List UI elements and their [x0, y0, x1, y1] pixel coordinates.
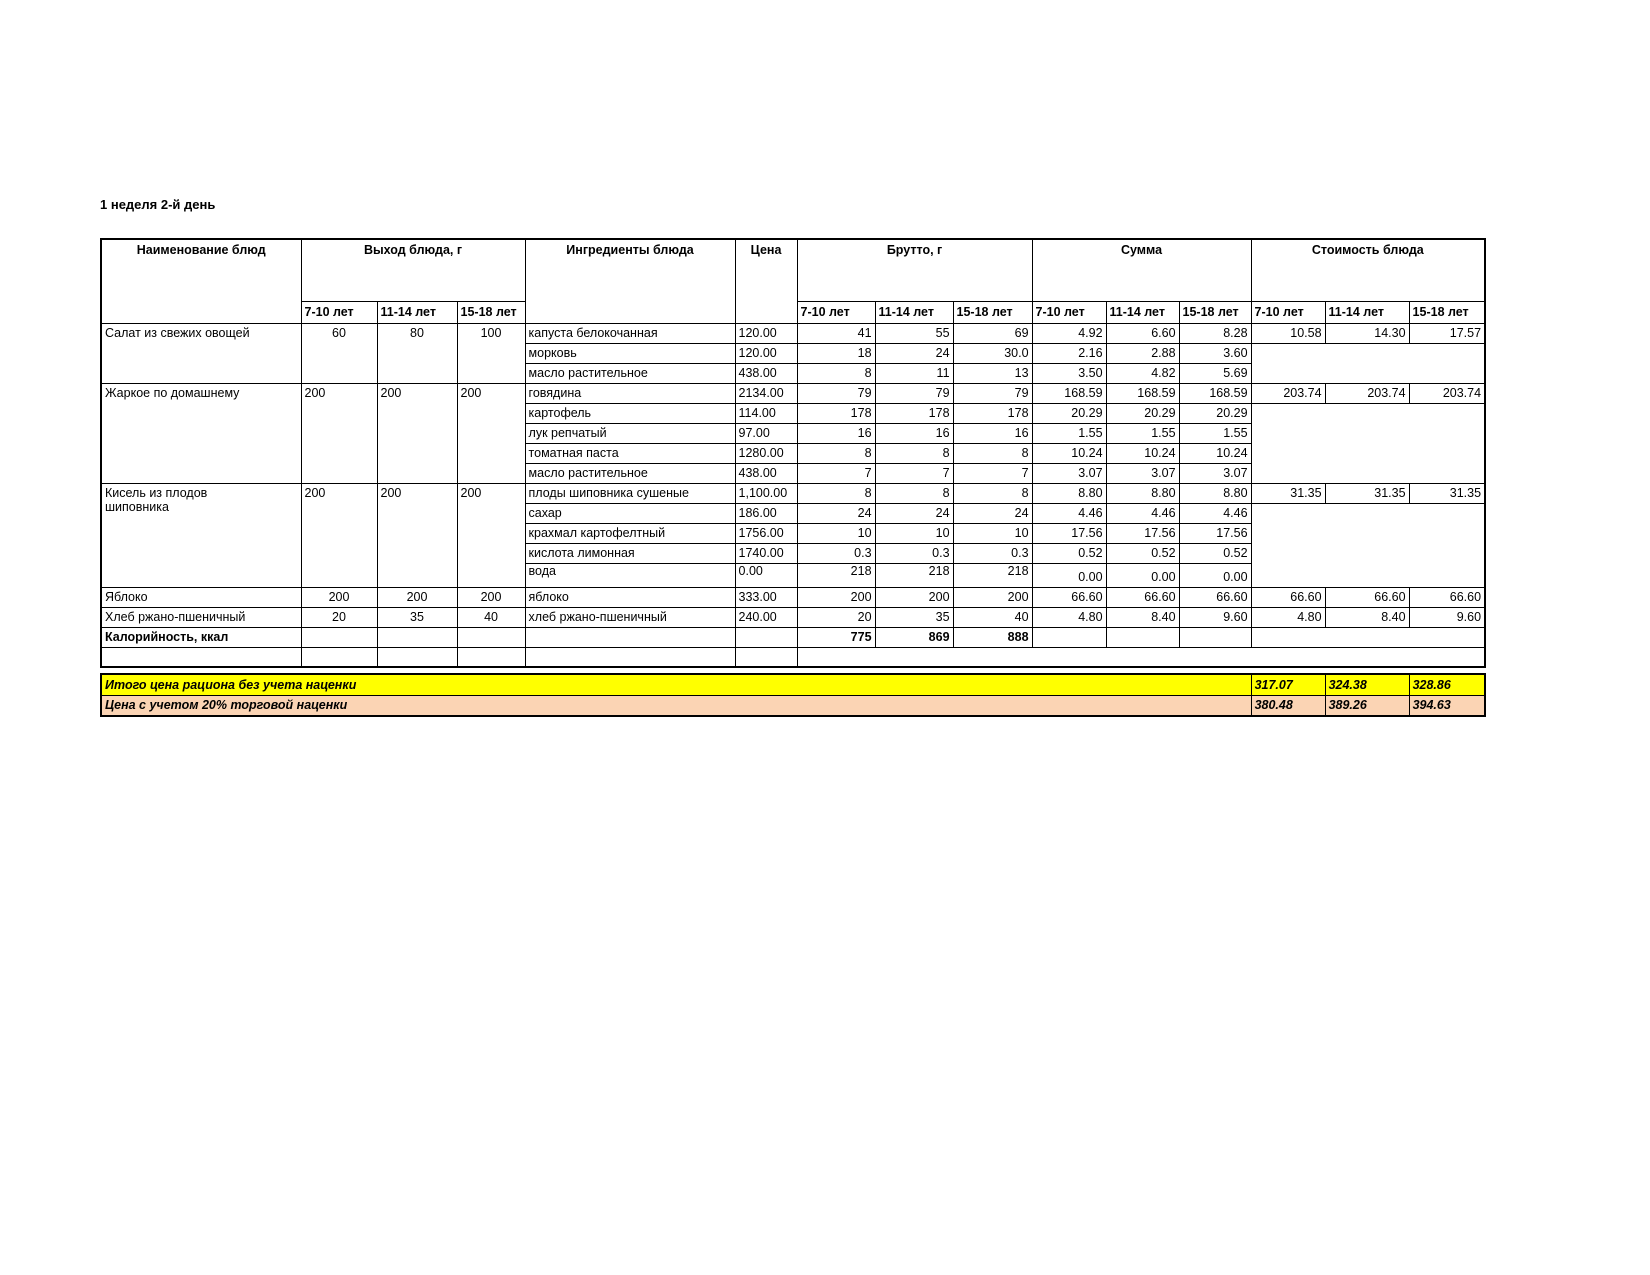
sum-cell: 17.56 [1106, 523, 1179, 543]
gross-cell: 8 [797, 483, 875, 503]
col-header-dish-name: Наименование блюд [101, 239, 301, 323]
ingredient-cell: хлеб ржано-пшеничный [525, 607, 735, 627]
age-header: 15-18 лет [1179, 301, 1251, 323]
totals-value: 328.86 [1409, 674, 1485, 695]
ingredient-cell: сахар [525, 503, 735, 523]
empty-cell [101, 647, 301, 667]
output-cell: 60 [301, 323, 377, 383]
output-cell: 20 [301, 607, 377, 627]
output-cell: 200 [457, 587, 525, 607]
sum-cell: 3.07 [1032, 463, 1106, 483]
dish-name-cell: Кисель из плодов шиповника [101, 483, 301, 587]
gross-cell: 178 [953, 403, 1032, 423]
ingredient-cell: плоды шиповника сушеные [525, 483, 735, 503]
sum-cell: 6.60 [1106, 323, 1179, 343]
gross-cell: 7 [797, 463, 875, 483]
sum-cell: 1.55 [1032, 423, 1106, 443]
dish-name-cell: Жаркое по домашнему [101, 383, 301, 483]
output-cell: 200 [301, 483, 377, 587]
age-header: 11-14 лет [875, 301, 953, 323]
sum-cell: 66.60 [1106, 587, 1179, 607]
gross-cell: 8 [875, 483, 953, 503]
col-header-sum: Сумма [1032, 239, 1251, 301]
output-cell: 40 [457, 607, 525, 627]
empty-cell [1179, 627, 1251, 647]
sum-cell: 3.60 [1179, 343, 1251, 363]
sum-cell: 2.16 [1032, 343, 1106, 363]
sum-cell: 0.00 [1106, 563, 1179, 587]
empty-cell [735, 647, 797, 667]
sum-cell: 168.59 [1032, 383, 1106, 403]
gross-cell: 200 [875, 587, 953, 607]
sum-cell: 8.80 [1032, 483, 1106, 503]
age-header: 15-18 лет [457, 301, 525, 323]
empty-cell [377, 647, 457, 667]
gross-cell: 8 [953, 443, 1032, 463]
gross-cell: 79 [797, 383, 875, 403]
gross-cell: 8 [875, 443, 953, 463]
cost-area [1251, 503, 1485, 587]
sum-cell: 0.52 [1179, 543, 1251, 563]
sum-cell: 5.69 [1179, 363, 1251, 383]
dish-name-cell: Салат из свежих овощей [101, 323, 301, 383]
sum-cell: 4.80 [1032, 607, 1106, 627]
gross-cell: 18 [797, 343, 875, 363]
totals-value: 394.63 [1409, 695, 1485, 716]
output-cell: 200 [457, 383, 525, 483]
gross-cell: 7 [875, 463, 953, 483]
sum-cell: 2.88 [1106, 343, 1179, 363]
sum-cell: 20.29 [1032, 403, 1106, 423]
output-cell: 200 [377, 383, 457, 483]
gross-cell: 69 [953, 323, 1032, 343]
age-header: 7-10 лет [797, 301, 875, 323]
ingredient-cell: вода [525, 563, 735, 587]
ingredient-cell: картофель [525, 403, 735, 423]
empty-cell [797, 647, 1485, 667]
gross-cell: 10 [875, 523, 953, 543]
sum-cell: 17.56 [1032, 523, 1106, 543]
table-row [101, 323, 1485, 343]
empty-cell [1032, 627, 1106, 647]
age-header: 7-10 лет [1251, 301, 1325, 323]
sum-cell: 0.52 [1032, 543, 1106, 563]
output-cell: 200 [301, 383, 377, 483]
col-header-gross: Брутто, г [797, 239, 1032, 301]
price-cell: 186.00 [735, 503, 797, 523]
table-row [101, 383, 1485, 403]
gross-cell: 8 [797, 363, 875, 383]
gross-cell: 16 [797, 423, 875, 443]
output-cell: 100 [457, 323, 525, 383]
calories-value: 888 [953, 627, 1032, 647]
price-cell: 438.00 [735, 363, 797, 383]
price-cell: 1740.00 [735, 543, 797, 563]
sum-cell: 0.00 [1032, 563, 1106, 587]
totals-row-without-markup [101, 674, 1485, 695]
empty-row [101, 647, 1485, 667]
calories-label: Калорийность, ккал [101, 627, 301, 647]
sum-cell: 17.56 [1179, 523, 1251, 543]
cost-area [1251, 343, 1485, 383]
age-header: 11-14 лет [377, 301, 457, 323]
gross-cell: 218 [875, 563, 953, 587]
output-cell: 80 [377, 323, 457, 383]
ingredient-cell: лук репчатый [525, 423, 735, 443]
gross-cell: 218 [797, 563, 875, 587]
totals-value: 324.38 [1325, 674, 1409, 695]
ingredient-cell: крахмал картофелтный [525, 523, 735, 543]
sum-cell: 0.52 [1106, 543, 1179, 563]
gross-cell: 8 [953, 483, 1032, 503]
totals-value: 380.48 [1251, 695, 1325, 716]
gross-cell: 13 [953, 363, 1032, 383]
output-cell: 200 [301, 587, 377, 607]
empty-cell [735, 627, 797, 647]
ingredient-cell: масло растительное [525, 463, 735, 483]
gross-cell: 24 [875, 343, 953, 363]
empty-cell [377, 627, 457, 647]
gross-cell: 35 [875, 607, 953, 627]
price-cell: 120.00 [735, 323, 797, 343]
sum-cell: 4.46 [1179, 503, 1251, 523]
price-cell: 120.00 [735, 343, 797, 363]
cost-cell: 203.74 [1409, 383, 1485, 403]
ingredient-cell: кислота лимонная [525, 543, 735, 563]
ingredient-cell: говядина [525, 383, 735, 403]
price-cell: 240.00 [735, 607, 797, 627]
header-row-groups [101, 239, 1485, 301]
gross-cell: 7 [953, 463, 1032, 483]
price-cell: 438.00 [735, 463, 797, 483]
sum-cell: 4.46 [1032, 503, 1106, 523]
calories-value: 775 [797, 627, 875, 647]
cost-cell: 66.60 [1409, 587, 1485, 607]
price-cell: 1280.00 [735, 443, 797, 463]
age-header: 11-14 лет [1106, 301, 1179, 323]
age-header: 7-10 лет [301, 301, 377, 323]
empty-cell [525, 627, 735, 647]
gross-cell: 200 [953, 587, 1032, 607]
sum-cell: 1.55 [1106, 423, 1179, 443]
calories-value: 869 [875, 627, 953, 647]
sum-cell: 4.92 [1032, 323, 1106, 343]
gross-cell: 0.3 [797, 543, 875, 563]
gross-cell: 16 [953, 423, 1032, 443]
gross-cell: 20 [797, 607, 875, 627]
sum-cell: 3.07 [1179, 463, 1251, 483]
gross-cell: 218 [953, 563, 1032, 587]
empty-cell [1106, 627, 1179, 647]
empty-cell [457, 627, 525, 647]
gross-cell: 8 [797, 443, 875, 463]
gross-cell: 200 [797, 587, 875, 607]
sum-cell: 0.00 [1179, 563, 1251, 587]
output-cell: 200 [377, 587, 457, 607]
price-cell: 1,100.00 [735, 483, 797, 503]
empty-cell [301, 647, 377, 667]
page-title: 1 неделя 2-й день [100, 197, 216, 212]
menu-table [100, 238, 1486, 668]
output-cell: 200 [377, 483, 457, 587]
dish-name-cell: Яблоко [101, 587, 301, 607]
gross-cell: 24 [797, 503, 875, 523]
cost-cell: 31.35 [1325, 483, 1409, 503]
totals-value: 317.07 [1251, 674, 1325, 695]
sum-cell: 8.40 [1106, 607, 1179, 627]
calories-row [101, 627, 1485, 647]
price-cell: 0.00 [735, 563, 797, 587]
gross-cell: 41 [797, 323, 875, 343]
sum-cell: 168.59 [1179, 383, 1251, 403]
ingredient-cell: яблоко [525, 587, 735, 607]
cost-cell: 4.80 [1251, 607, 1325, 627]
price-cell: 333.00 [735, 587, 797, 607]
gross-cell: 79 [875, 383, 953, 403]
price-cell: 1756.00 [735, 523, 797, 543]
ingredient-cell: томатная паста [525, 443, 735, 463]
sum-cell: 8.28 [1179, 323, 1251, 343]
ingredient-cell: масло растительное [525, 363, 735, 383]
cost-cell: 10.58 [1251, 323, 1325, 343]
age-header: 7-10 лет [1032, 301, 1106, 323]
gross-cell: 11 [875, 363, 953, 383]
gross-cell: 30.0 [953, 343, 1032, 363]
sum-cell: 3.07 [1106, 463, 1179, 483]
empty-cell [301, 627, 377, 647]
table-row [101, 607, 1485, 627]
cost-cell: 14.30 [1325, 323, 1409, 343]
sum-cell: 10.24 [1179, 443, 1251, 463]
gross-cell: 40 [953, 607, 1032, 627]
age-header: 11-14 лет [1325, 301, 1409, 323]
totals-label: Цена с учетом 20% торговой наценки [101, 695, 1251, 716]
cost-cell: 9.60 [1409, 607, 1485, 627]
cost-cell: 8.40 [1325, 607, 1409, 627]
sum-cell: 4.46 [1106, 503, 1179, 523]
col-header-price: Цена [735, 239, 797, 323]
table-row [101, 483, 1485, 503]
gross-cell: 24 [953, 503, 1032, 523]
totals-table [100, 673, 1486, 717]
menu-sheet [100, 197, 1500, 717]
cost-cell: 66.60 [1251, 587, 1325, 607]
gross-cell: 10 [797, 523, 875, 543]
price-cell: 114.00 [735, 403, 797, 423]
price-cell: 2134.00 [735, 383, 797, 403]
sum-cell: 10.24 [1032, 443, 1106, 463]
age-header: 15-18 лет [953, 301, 1032, 323]
gross-cell: 10 [953, 523, 1032, 543]
gross-cell: 0.3 [953, 543, 1032, 563]
sum-cell: 66.60 [1179, 587, 1251, 607]
gross-cell: 55 [875, 323, 953, 343]
gross-cell: 24 [875, 503, 953, 523]
age-header: 15-18 лет [1409, 301, 1485, 323]
gross-cell: 16 [875, 423, 953, 443]
ingredient-cell: морковь [525, 343, 735, 363]
cost-cell: 31.35 [1251, 483, 1325, 503]
empty-cell [457, 647, 525, 667]
sum-cell: 168.59 [1106, 383, 1179, 403]
cost-cell: 66.60 [1325, 587, 1409, 607]
sum-cell: 4.82 [1106, 363, 1179, 383]
sum-cell: 20.29 [1179, 403, 1251, 423]
gross-cell: 79 [953, 383, 1032, 403]
sum-cell: 8.80 [1106, 483, 1179, 503]
totals-label: Итого цена рациона без учета наценки [101, 674, 1251, 695]
totals-value: 389.26 [1325, 695, 1409, 716]
sum-cell: 20.29 [1106, 403, 1179, 423]
cost-cell: 203.74 [1251, 383, 1325, 403]
price-cell: 97.00 [735, 423, 797, 443]
empty-cell [525, 647, 735, 667]
ingredient-cell: капуста белокочанная [525, 323, 735, 343]
gross-cell: 0.3 [875, 543, 953, 563]
output-cell: 200 [457, 483, 525, 587]
sum-cell: 3.50 [1032, 363, 1106, 383]
table-row [101, 587, 1485, 607]
gross-cell: 178 [797, 403, 875, 423]
dish-name-cell: Хлеб ржано-пшеничный [101, 607, 301, 627]
gross-cell: 178 [875, 403, 953, 423]
col-header-dish-cost: Стоимость блюда [1251, 239, 1485, 301]
sum-cell: 66.60 [1032, 587, 1106, 607]
col-header-ingredients: Ингредиенты блюда [525, 239, 735, 323]
totals-row-with-markup [101, 695, 1485, 716]
cost-cell: 203.74 [1325, 383, 1409, 403]
cost-area [1251, 627, 1485, 647]
col-header-output: Выход блюда, г [301, 239, 525, 301]
cost-cell: 17.57 [1409, 323, 1485, 343]
sum-cell: 8.80 [1179, 483, 1251, 503]
cost-cell: 31.35 [1409, 483, 1485, 503]
sum-cell: 1.55 [1179, 423, 1251, 443]
sum-cell: 10.24 [1106, 443, 1179, 463]
output-cell: 35 [377, 607, 457, 627]
cost-area [1251, 403, 1485, 483]
sum-cell: 9.60 [1179, 607, 1251, 627]
